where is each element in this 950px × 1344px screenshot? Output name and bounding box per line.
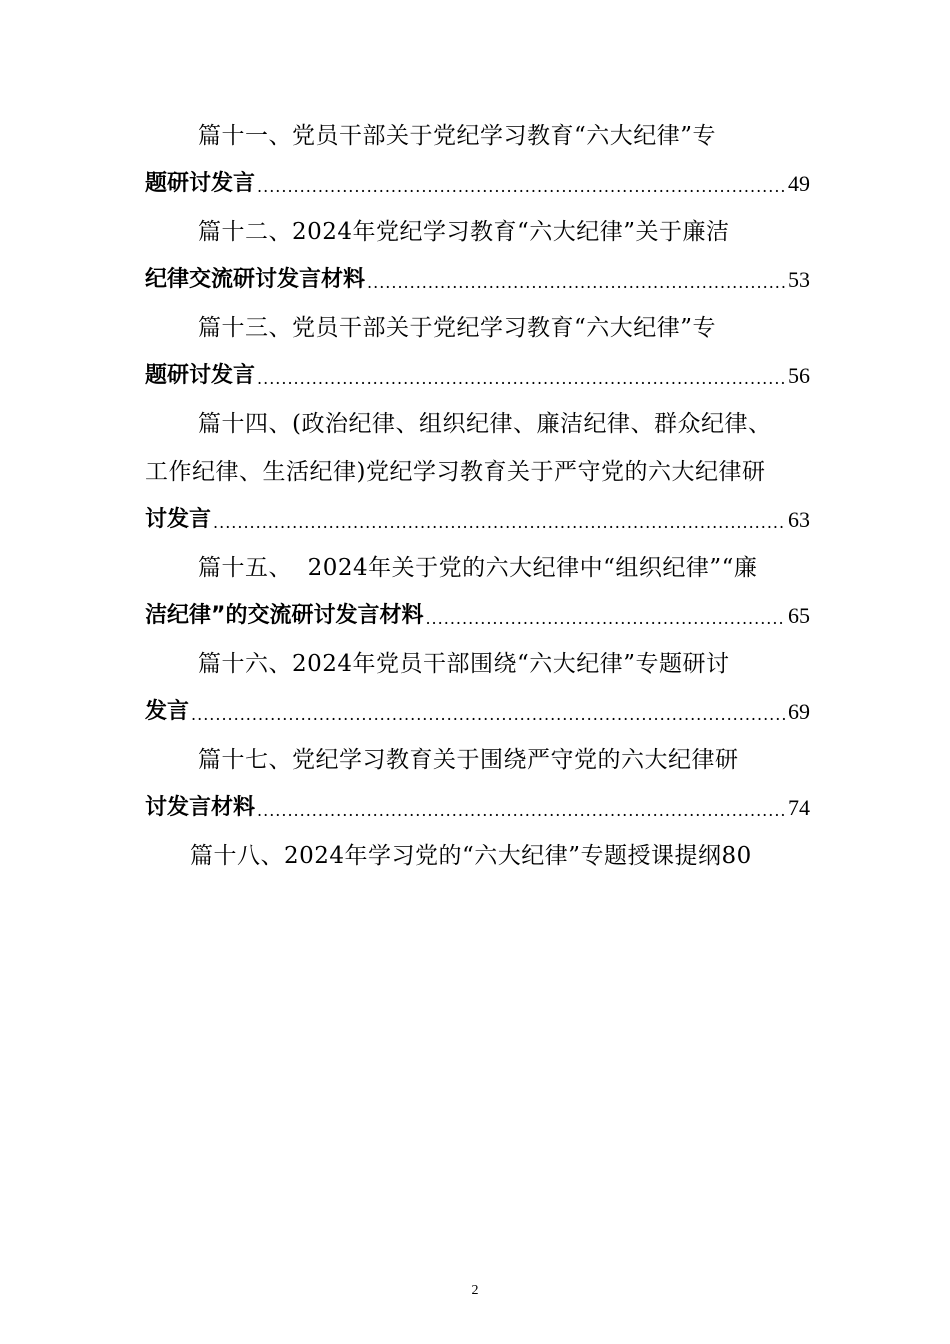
toc-heading-text: 篇十四、(政治纪律、组织纪律、廉洁纪律、群众纪律、: [198, 411, 772, 437]
toc-entry-continuation[interactable]: [145, 352, 810, 400]
toc-page-number: 69: [788, 699, 810, 724]
toc-heading-text-2: 工作纪律、生活纪律)党纪学习教育关于严守党的六大纪律研: [145, 459, 766, 485]
toc-continuation-text: 题研讨发言: [145, 171, 256, 196]
toc-heading-text: 篇十三、党员干部关于党纪学习教育“六大纪律”专: [198, 315, 717, 341]
toc-continuation-text: 洁纪律”的交流研讨发言材料: [145, 603, 424, 628]
toc-continuation-text: 发言: [145, 699, 190, 724]
toc-heading-text: 篇十五、 2024年关于党的六大纪律中“组织纪律”“廉: [198, 555, 758, 581]
dot-leader: [213, 499, 786, 544]
toc-entry-heading[interactable]: [145, 304, 810, 352]
toc-continuation-text: 题研讨发言: [145, 363, 256, 388]
toc-heading-text: 篇十七、党纪学习教育关于围绕严守党的六大纪律研: [198, 747, 739, 773]
toc-entry-heading[interactable]: [145, 544, 810, 592]
toc-entry-continuation[interactable]: [145, 688, 810, 736]
toc-entry-continuation[interactable]: [145, 256, 810, 304]
toc-continuation-text: 讨发言: [145, 507, 212, 532]
toc-entry-last[interactable]: [145, 832, 810, 880]
toc-heading-text: 篇十六、2024年党员干部围绕“六大纪律”专题研讨: [198, 651, 730, 677]
toc-page-number: 49: [788, 171, 810, 196]
toc-page-number: 74: [788, 795, 810, 820]
toc-entry-heading[interactable]: [145, 208, 810, 256]
page-number-footer: 2: [471, 1283, 479, 1298]
table-of-contents: [145, 112, 810, 880]
dot-leader: [191, 691, 786, 736]
toc-page-number: 56: [788, 363, 810, 388]
toc-continuation-text: 纪律交流研讨发言材料: [145, 267, 366, 292]
dot-leader: [425, 595, 786, 640]
toc-page-number: 53: [788, 267, 810, 292]
toc-entry-continuation[interactable]: [145, 592, 810, 640]
toc-last-entry-text: 篇十八、2024年学习党的“六大纪律”专题授课提纲80: [190, 843, 752, 869]
toc-entry-heading[interactable]: [145, 736, 810, 784]
dot-leader: [257, 787, 786, 832]
toc-entry-heading[interactable]: [145, 400, 810, 448]
toc-page-number: 63: [788, 507, 810, 532]
toc-heading-text: 篇十一、党员干部关于党纪学习教育“六大纪律”专: [198, 123, 717, 149]
toc-entry-heading-line-2[interactable]: [145, 448, 810, 496]
toc-entry-continuation[interactable]: [145, 784, 810, 832]
toc-entry-continuation[interactable]: [145, 160, 810, 208]
toc-continuation-text: 讨发言材料: [145, 795, 256, 820]
toc-entry-heading[interactable]: [145, 112, 810, 160]
toc-page-number: 65: [788, 603, 810, 628]
toc-entry-continuation[interactable]: [145, 496, 810, 544]
toc-heading-text: 篇十二、2024年党纪学习教育“六大纪律”关于廉洁: [198, 219, 730, 245]
toc-entry-heading[interactable]: [145, 640, 810, 688]
dot-leader: [257, 355, 786, 400]
dot-leader: [257, 163, 786, 208]
dot-leader: [367, 259, 786, 304]
